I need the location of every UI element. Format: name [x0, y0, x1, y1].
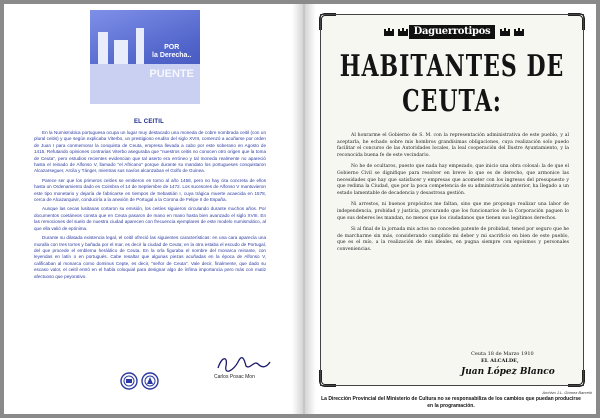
disclaimer: La Dirección Provincial del Ministerio de Cultura no se responsabiliza de los cambios que puedan producirse en la programación.: [321, 396, 581, 409]
poster-paragraph: Ni arrestos, ni buenos propósitos me faltan, sino que me propongo realizar una labor de independencia, probidad y justicia, procurando que los funcionarios de la Corporación paguen lo que sus deberes les mandan, no menos que los ciudadanos que tienen sus legítimos derechos.: [337, 202, 569, 221]
historic-poster: [320, 14, 584, 386]
section-title: EL CEITIL: [133, 119, 165, 125]
coin-emblem-icon: [120, 372, 138, 390]
photo-sign-line: POR: [164, 44, 180, 51]
photo-sign-line: la Derecha..: [152, 52, 192, 59]
right-page: [304, 4, 596, 414]
poster-paragraph: Si al final de la jornada mis actos no conceden patente de probidad, tened por seguro que he de marcharme sin más, considerando cumplido mi deber y mi sacrificio en bien de este pueblo, que es el mío, a la realización de mis ideales, en pugna siempre con egoísmos y personales conveniencias.: [337, 227, 569, 252]
logo-row: [321, 21, 583, 43]
article-paragraph: Aunque las cecas lusitanas cortaron su emisión, los ceitíes siguieron circulando durante muchos años. Por documentos coetáneos consta que en Ceuta pasaron de mano en mano hasta bien avanzado el siglo XVIII. En las remociones del suelo de nuestra ciudad aparecen con frecuencia ejemplares de este modelo numismático, al que ella valió de epónima.: [34, 206, 266, 231]
article-paragraph: Durante su dilatada existencia legal, el ceitil ofreció las siguientes características: en una cara aparecía una muralla con tres torres y bañada por el mar, es decir la ciudad de Ceuta; en la otra estaba el escudo de Portugal, del que procede el emblema heráldico de Ceuta. En la orla figuraba el nombre del monarca reinante, con leyendas en latín o en portugués. Cabe resaltar que algunas piezas acuñadas en la época de Alfonso V, calificaban al monarca como dominus Cepte, es decir, "señor de Ceuta". Vale decir, finalmente, que dado su escaso valor, el ceitil entró en el habla coloquial para designar algo de ínfima importancia pero más con matiz afectuoso que peyorativo.: [34, 235, 266, 279]
author-name: Carlos Posac Mon: [214, 374, 255, 380]
mayor-name: Juan López Blanco: [461, 367, 555, 377]
left-page: [4, 4, 294, 414]
photo-sign-line: PUENTE: [149, 68, 194, 80]
poster-paragraph: Al honrarme el Gobierno de S. M. con la representación administrativa de este pueblo, y al aceptarla, he echado sobre mis hombros grandísimas obligaciones, cuya realización solo puedo facilitar el concurso de las Autoridades locales, la leal cooperación del Ilustre Ayuntamiento, y la reconocida buena fe de este vecindario.: [337, 133, 569, 158]
daguerrotipos-logo: Daguerrotipos: [409, 25, 495, 39]
mayor-title: EL ALCALDE,: [481, 358, 519, 364]
castle-icon: [499, 25, 511, 37]
article-paragraph: Parece ser que los primeros ceitíes se emitieron en torno al año 1458, pero no hay cita concreta de ellos hasta un Ordenamiento dado en Coimbra el 14 de Septiembre de 1472. Los sucesores de Alfonso V mantuvieron este tipo monetario y dejaría de fabricarse en tiempos de Sebastián I, cuya trágica muerte acaecida en 1578, cerca de Alcazarquivir, conduciría a la anexión de Portugal a la Corona de Felipe II de España.: [34, 177, 266, 203]
castle-icon: [513, 25, 525, 37]
castle-icon: [397, 25, 409, 37]
poster-paragraph: No he de ocultaros, puesto que nada hay empezado, que inicio una obra colosal: la de que el Gobierno Civil se dignifique para resolver en breve lo que es de derecho, que armonice las necesidades que hay que satisfacer y empresas que acometer con los ingresos del presupuesto y que redima la Ciudad, que por la poca competencia de su administración anterior, ha llegado a un estado lamentable de decadencia y desastrosa gestión.: [337, 164, 569, 196]
poster-body: [337, 133, 569, 259]
poster-date: Ceuta 18 de Marzo 1910: [471, 351, 534, 357]
castle-icon: [383, 25, 395, 37]
archive-credit: Archivo J.L. Gómez Barceló: [542, 390, 592, 395]
author-signature: [214, 354, 274, 374]
magazine-spread: [4, 4, 596, 414]
poster-headline: HABITANTES DE CEUTA:: [339, 49, 565, 120]
article-paragraph: En la Numismática portuguesa ocupa un lugar muy destacado una moneda de cobre nombrada ceitil (con un plural ceitis) y que según explicaba Viterbo, un prestigioso erudito del siglo XVIII, comenzó a acuñarse por orden de Juan I para conmemorar la conquista de Ceuta, empresa llevada a cabo por este soberano en Agosto de 1415. Refutando opiniones contrarias Viterbo aseguraba que "nuestros ceitis no conocen otro origen que la toma de Ceuta", pero estudios recientes evidencian que tal aserto era erróneo y tal moneda realmente no apareció hasta el reinado de Alfonso V, llamado "el Africano" porque durante su mandato los portugueses conquistaron Alcazarseguer, Arcila y Tánger, mientras sus navíos alcanzaban el Golfo de Guinea.: [34, 130, 266, 174]
photo-sign: [149, 44, 194, 78]
article-body: [34, 130, 266, 283]
coin-emblem-icon: [141, 372, 159, 390]
city-photo: [90, 10, 200, 104]
